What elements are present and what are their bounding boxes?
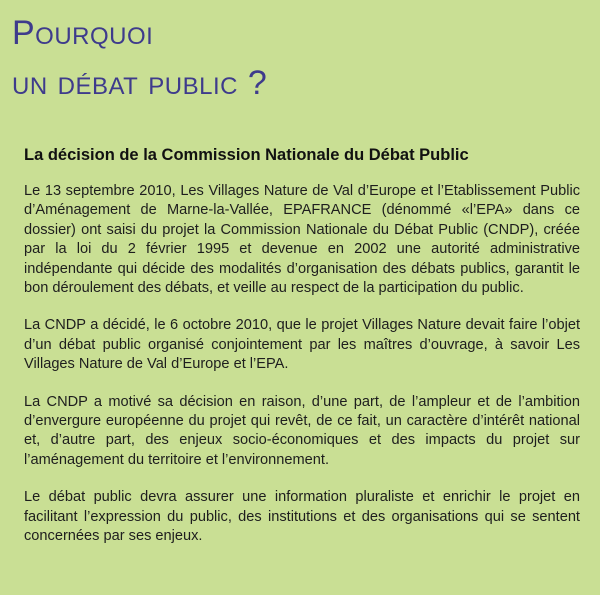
paragraph-objectifs: Le débat public devra assurer une information pluraliste et enrichir le projet en facilitant l’expression du public, des institutions et des organisations qui se sentent concernées par ses enjeux. [24, 489, 580, 545]
paragraph-motivation: La CNDP a motivé sa décision en raison, d’une part, de l’ampleur et de l’ambition d’envergure européenne du projet qui revêt, de ce fait, un caractère d’intérêt national et, d’autre part, des enjeux socio-économiques et des impacts du projet sur l’aménagement du territoire et l’environnement. [24, 393, 580, 468]
page-title-line-2: un débat public ? [12, 64, 268, 102]
section-body [24, 182, 580, 565]
page-title [12, 8, 267, 108]
paragraph-saisine: Le 13 septembre 2010, Les Villages Nature de Val d’Europe et l’Etablissement Public d’Aménagement de Marne-la-Vallée, EPAFRANCE (dénommé «l’EPA» dans ce dossier) ont saisi du projet la Commission Nationale du Débat Public (CNDP), créée par la loi du 2 février 1995 et devenue en 2002 une autorité administrative indépendante qui décide des modalités d’organisation des débats publics, garantit le bon déroulement des débats, et veille au respect de la participation du public. [24, 183, 580, 297]
section-heading: La décision de la Commission Nationale du Débat Public [24, 146, 469, 164]
page-title-line-1: Pourquoi [12, 14, 154, 52]
paragraph-decision: La CNDP a décidé, le 6 octobre 2010, que le projet Villages Nature devait faire l’objet d’un débat public organisé conjointement par les maîtres d’ouvrage, à savoir Les Villages Nature de Val d’Europe et l’EPA. [24, 317, 580, 373]
